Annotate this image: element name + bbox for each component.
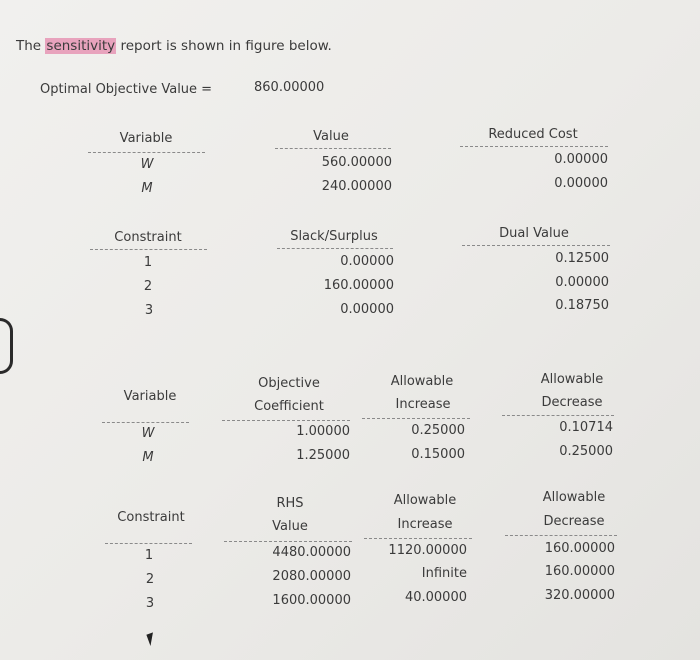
intro-text	[16, 38, 332, 54]
header-allowable: Allowable	[540, 372, 604, 387]
cell-reduced-cost: 0.00000	[554, 152, 608, 167]
cell-reduced-cost: 0.00000	[554, 176, 608, 191]
header-coefficient: Coefficient	[254, 399, 324, 414]
header-variable: Variable	[123, 389, 177, 404]
header-variable: Variable	[119, 131, 173, 146]
header-value: Value	[313, 129, 349, 144]
cell-dual: 0.12500	[555, 251, 609, 266]
header-dual-value: Dual Value	[499, 226, 569, 241]
cell-value: 560.00000	[321, 155, 392, 170]
header-value: Value	[272, 519, 308, 534]
intro-after: report is shown in figure below.	[116, 38, 332, 54]
divider	[275, 148, 391, 149]
header-rhs: RHS	[276, 496, 304, 511]
divider	[88, 152, 205, 153]
divider	[462, 245, 610, 246]
divider	[222, 420, 350, 421]
header-objective: Objective	[258, 376, 320, 391]
objective-value: 860.00000	[254, 80, 325, 95]
intro-before: The	[16, 38, 46, 54]
divider	[224, 541, 352, 542]
cell-variable: W	[140, 157, 154, 172]
header-increase: Increase	[395, 397, 451, 412]
divider	[105, 543, 192, 544]
objective-label: Optimal Objective Value =	[40, 82, 213, 97]
divider	[502, 415, 614, 416]
header-allowable: Allowable	[393, 493, 457, 508]
divider	[277, 248, 393, 249]
divider	[362, 418, 470, 419]
photo-edge-arc	[0, 318, 13, 374]
cell-constraint: 2	[143, 279, 153, 294]
cell-constraint: 2	[145, 572, 155, 587]
cell-dual: 0.18750	[555, 298, 609, 313]
header-increase: Increase	[397, 517, 453, 532]
cell-decrease: 160.00000	[544, 564, 615, 579]
mouse-cursor-icon	[146, 630, 163, 646]
cell-increase: 0.25000	[411, 423, 465, 438]
cell-rhs-value: 1600.00000	[272, 593, 351, 608]
cell-coefficient: 1.00000	[296, 424, 350, 439]
cell-dual: 0.00000	[555, 275, 609, 290]
header-constraint: Constraint	[117, 510, 185, 525]
divider	[90, 249, 207, 250]
divider	[364, 538, 472, 539]
divider	[505, 535, 617, 536]
cell-decrease: 0.10714	[559, 420, 613, 435]
cell-increase: 0.15000	[411, 447, 465, 462]
header-constraint: Constraint	[114, 230, 182, 245]
header-decrease: Decrease	[543, 514, 605, 529]
cell-variable: M	[141, 181, 153, 196]
cell-increase: 1120.00000	[388, 543, 467, 558]
header-slack-surplus: Slack/Surplus	[290, 229, 378, 244]
cell-variable: M	[142, 450, 154, 465]
header-allowable: Allowable	[390, 374, 454, 389]
cell-slack: 160.00000	[323, 278, 394, 293]
header-decrease: Decrease	[541, 395, 603, 410]
header-reduced-cost: Reduced Cost	[488, 127, 578, 142]
cell-constraint: 1	[143, 255, 153, 270]
divider	[460, 146, 608, 147]
cell-constraint: 3	[144, 303, 154, 318]
cell-constraint: 3	[145, 596, 155, 611]
cell-constraint: 1	[144, 548, 154, 563]
cell-increase: Infinite	[421, 566, 467, 581]
cell-rhs-value: 4480.00000	[272, 545, 351, 560]
cell-increase: 40.00000	[404, 590, 467, 605]
highlighted-word: sensitivity	[46, 38, 116, 54]
cell-slack: 0.00000	[340, 254, 394, 269]
cell-slack: 0.00000	[340, 302, 394, 317]
header-allowable: Allowable	[542, 490, 606, 505]
cell-coefficient: 1.25000	[296, 448, 350, 463]
cell-decrease: 0.25000	[559, 444, 613, 459]
cell-variable: W	[141, 426, 155, 441]
cell-rhs-value: 2080.00000	[272, 569, 351, 584]
cell-decrease: 160.00000	[544, 541, 615, 556]
cell-value: 240.00000	[321, 179, 392, 194]
divider	[102, 422, 189, 423]
cell-decrease: 320.00000	[544, 588, 615, 603]
